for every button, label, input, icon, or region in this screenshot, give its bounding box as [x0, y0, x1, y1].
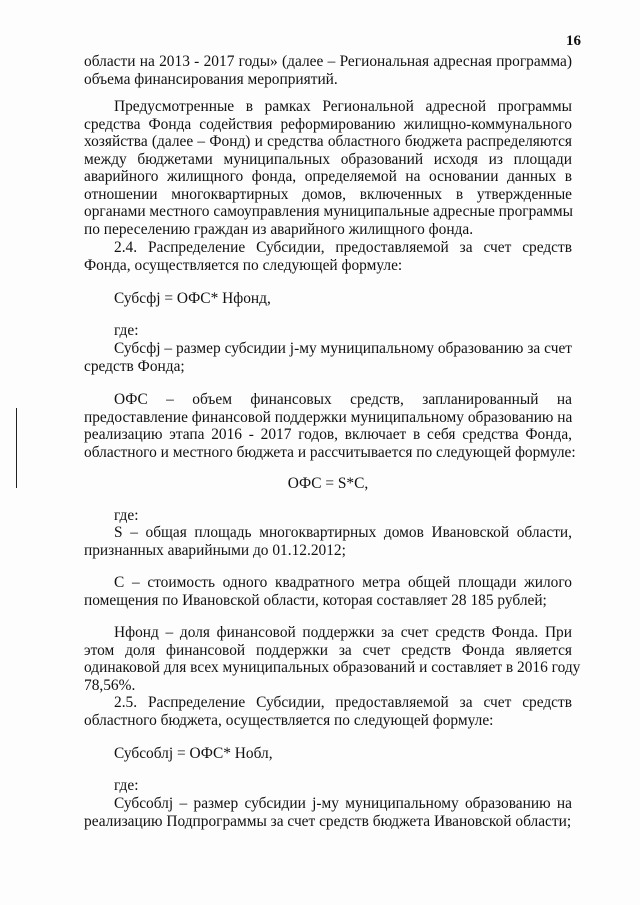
- text-line: где:: [114, 507, 139, 524]
- text-line: этом доля финансовой поддержки за счет средств Фонда является: [84, 642, 572, 659]
- text-line: Предусмотренные в рамках Региональной адресной программы: [114, 98, 572, 115]
- text-line: 2.4. Распределение Субсидии, предоставляемой за счет средств: [114, 239, 572, 256]
- text-line: области на 2013 - 2017 годы» (далее – Региональная адресная программа): [84, 53, 572, 70]
- text-line: областного бюджета, осуществляется по следующей формуле:: [84, 712, 494, 729]
- text-line: объема финансирования мероприятий.: [84, 71, 338, 88]
- text-line: Субсоблj – размер субсидии j-му муниципальному образованию на: [114, 795, 572, 812]
- text-line: S – общая площадь многоквартирных домов Ивановской области,: [114, 524, 572, 541]
- text-line: признанных аварийными до 01.12.2012;: [84, 542, 346, 559]
- text-line: 78,56%.: [84, 677, 136, 694]
- text-line: 2.5. Распределение Субсидии, предоставляемой за счет средств: [114, 694, 572, 711]
- text-line: аварийного жилищного фонда, определяемой на основании данных в: [84, 168, 572, 185]
- scan-edge-mark: [16, 408, 17, 488]
- text-line: средств Фонда;: [84, 358, 185, 375]
- formula-text: ОФС = S*C,: [287, 475, 369, 492]
- text-line: одинаковой для всех муниципальных образований и составляет в 2016 году: [84, 659, 581, 676]
- page-number: 16: [566, 33, 581, 49]
- text-line: где:: [114, 322, 139, 339]
- text-line: между бюджетами муниципальных образований исходя из площади: [84, 151, 572, 168]
- text-line: средства Фонда содействия реформированию жилищно-коммунального: [84, 116, 572, 133]
- text-line: предоставление финансовой поддержки муниципальному образованию на: [84, 409, 573, 426]
- text-line: по переселению граждан из аварийного жилищного фонда.: [84, 221, 474, 238]
- text-line: хозяйства (далее – Фонд) и средства областного бюджета распределяются: [84, 133, 572, 150]
- text-line: С – стоимость одного квадратного метра общей площади жилого: [114, 574, 572, 591]
- text-line: областного и местного бюджета и рассчитывается по следующей формуле:: [84, 444, 576, 461]
- formula-text: Субсфj = ОФС* Нфонд,: [114, 290, 271, 307]
- text-line: органами местного самоуправления муниципальные адресные программы: [84, 203, 573, 220]
- text-line: где:: [114, 777, 139, 794]
- text-line: отношении многоквартирных домов, включенных в утвержденные: [84, 186, 572, 203]
- text-line: Фонда, осуществляется по следующей формуле:: [84, 257, 403, 274]
- text-line: реализацию Подпрограммы за счет средств бюджета Ивановской области;: [84, 813, 572, 830]
- text-line: Субсфj – размер субсидии j-му муниципальному образованию за счет: [114, 340, 572, 357]
- text-line: реализацию этапа 2016 - 2017 годов, включает в себя средства Фонда,: [84, 426, 572, 443]
- formula-text: Субсоблj = ОФС* Нобл,: [114, 745, 273, 762]
- text-line: ОФС – объем финансовых средств, запланированный на: [114, 391, 572, 408]
- text-line: Нфонд – доля финансовой поддержки за счет средств Фонда. При: [114, 624, 572, 641]
- text-line: помещения по Ивановской области, которая составляет 28 185 рублей;: [84, 592, 547, 609]
